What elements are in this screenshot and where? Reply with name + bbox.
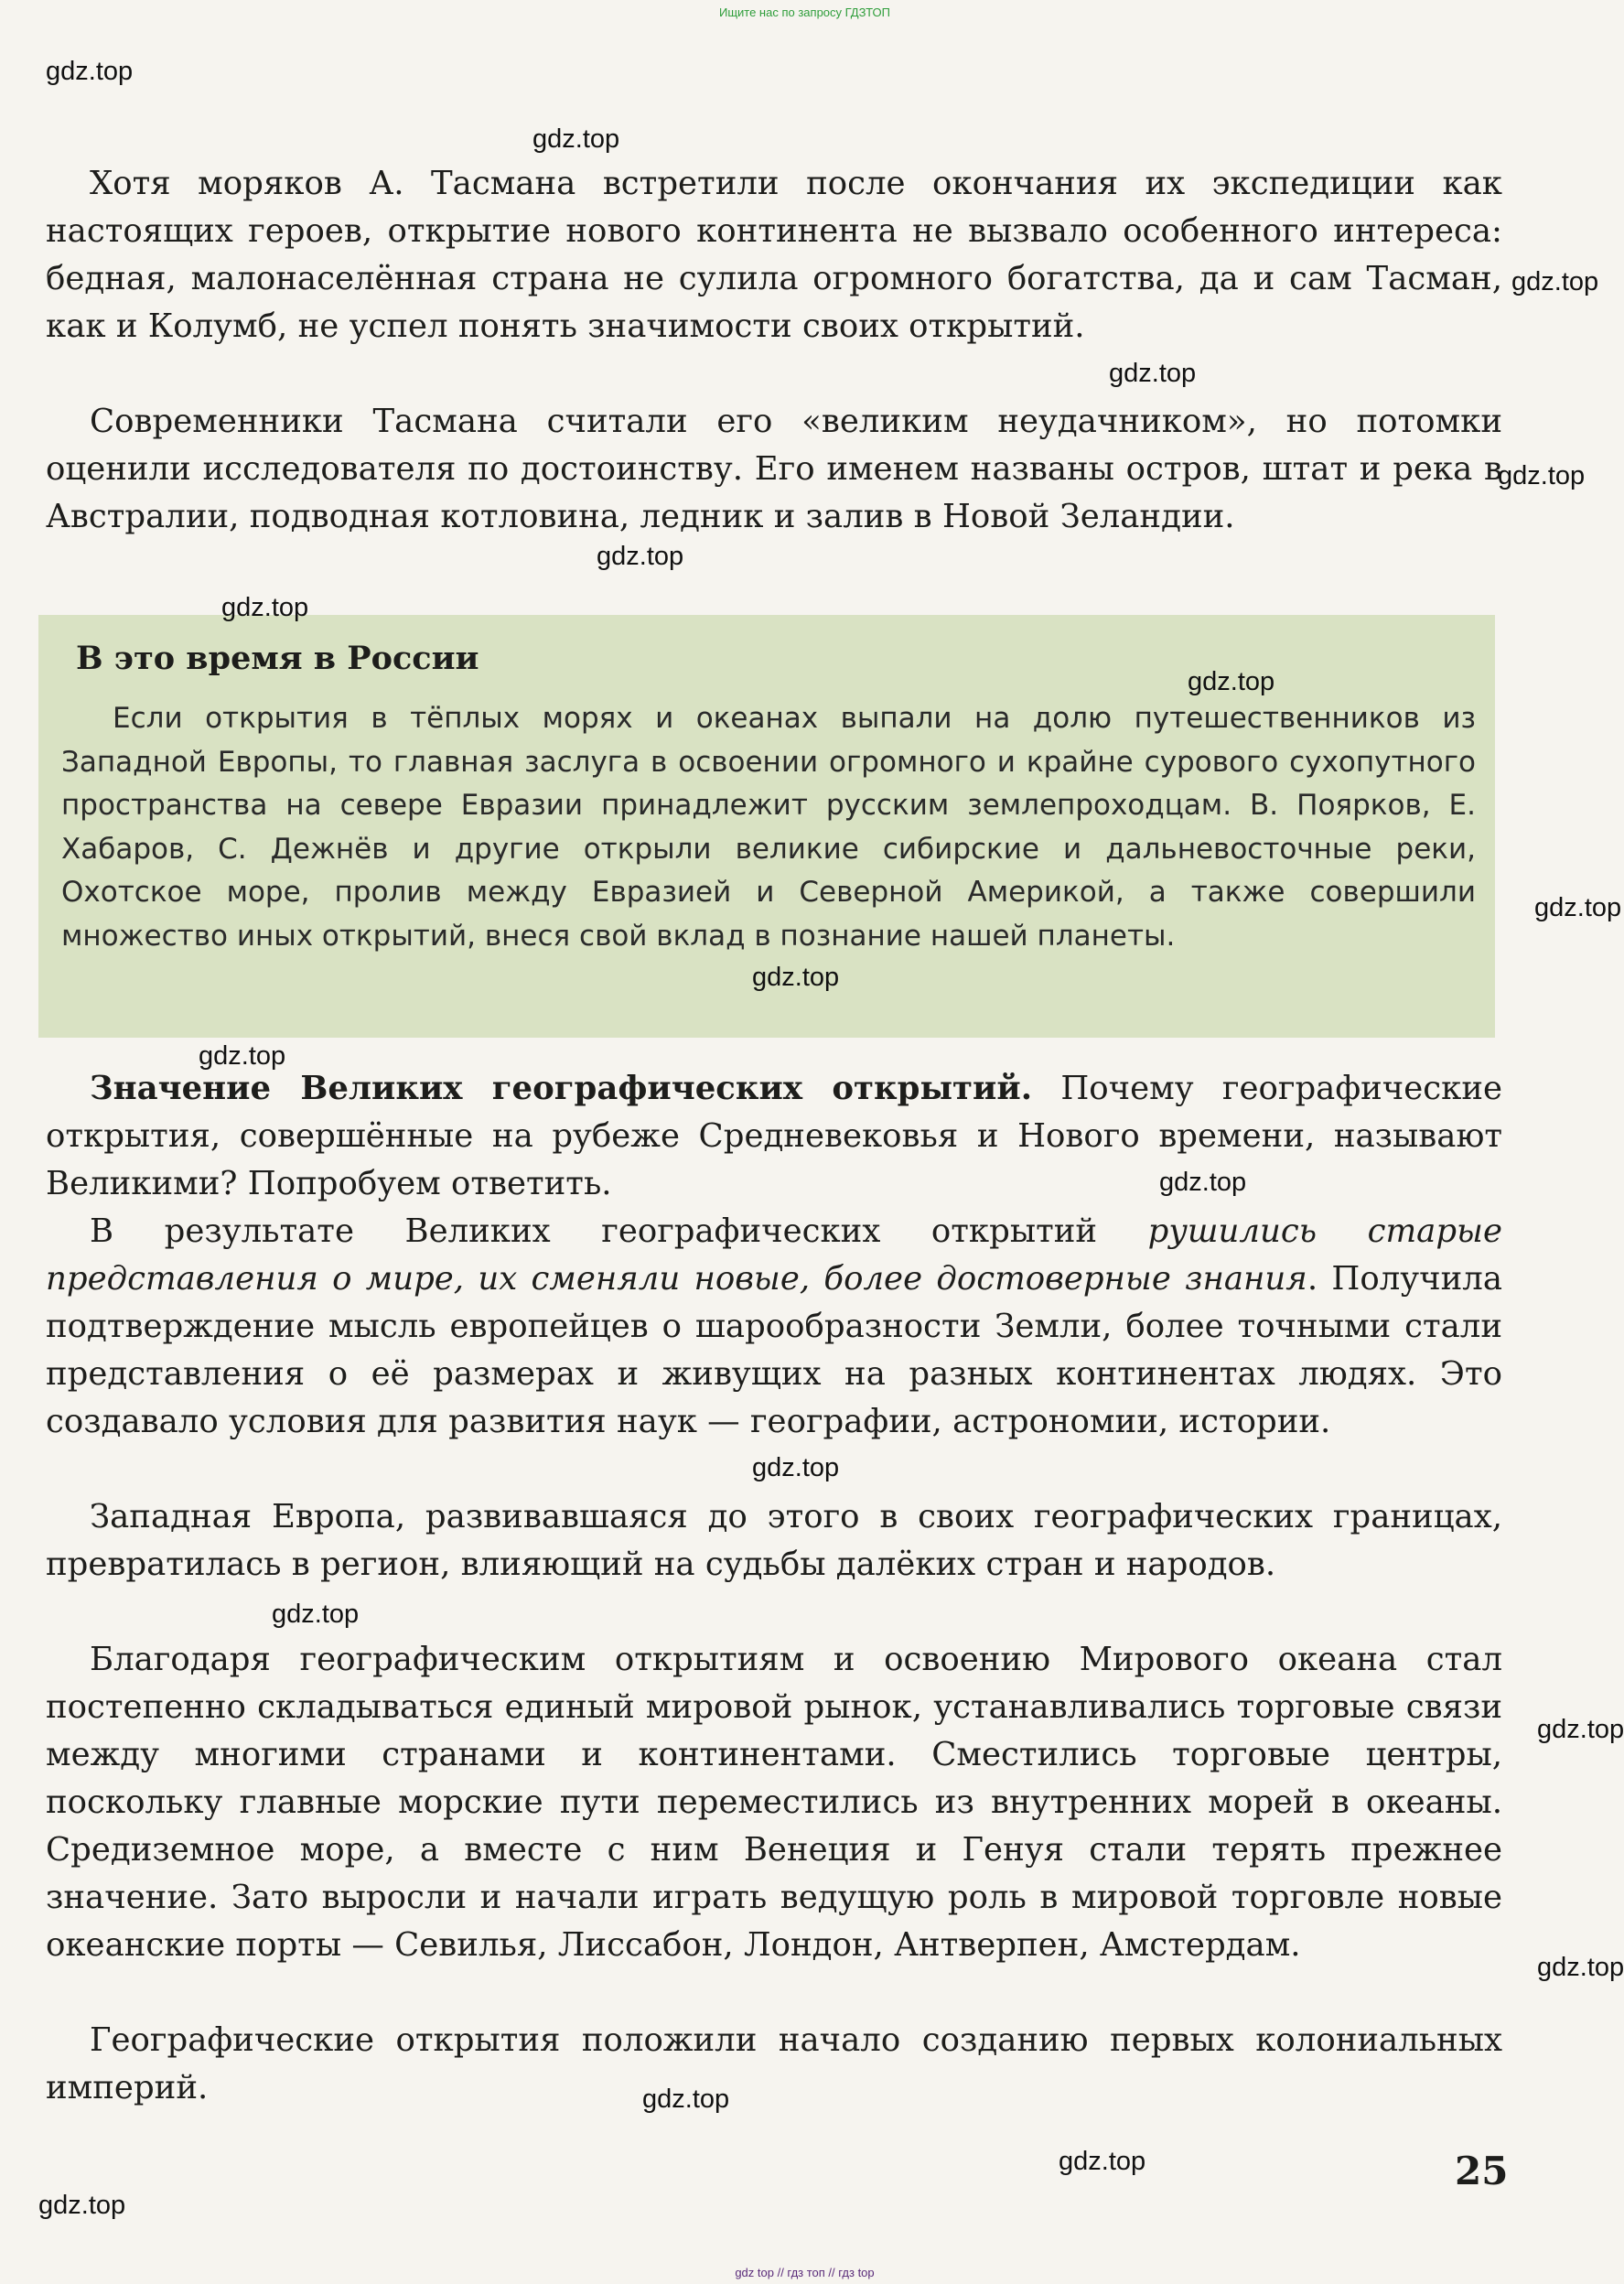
section-heading: Значение Великих географических открытий. bbox=[90, 1070, 1033, 1107]
paragraph-western-europe: Западная Европа, развивавшаяся до этого в своих географических границах, превратилась в регион, влияющий на судьбы далёких стран и народов. bbox=[46, 1498, 1502, 1583]
watermark: gdz.top bbox=[46, 57, 134, 86]
watermark: gdz.top bbox=[1159, 1168, 1247, 1197]
watermark: gdz.top bbox=[38, 2191, 126, 2220]
watermark: gdz.top bbox=[272, 1600, 360, 1629]
result-rest: . Получила подтверждение мысль европейцев о шарообразности Земли, более точными стали представления о её размерах и живущих на разных континентах людях. Это создавало условия для развития наук — географии, астрономии, истории. bbox=[46, 1260, 1502, 1440]
watermark: gdz.top bbox=[1537, 1953, 1624, 1982]
watermark: gdz.top bbox=[752, 1453, 840, 1482]
watermark: gdz.top bbox=[1511, 267, 1599, 296]
sidebar-text: Если открытия в тёплых морях и океанах выпали на долю путешественников из Западной Европы, то главная заслуга в освоении огромного и крайне сурового сухопутного пространства на севере Евразии принадлежит русским землепроходцам. В. Поярков, Е. Хабаров, С. Дежнёв и другие открыли великие сибирские и дальневосточные реки, Охотское море, пролив между Евразией и Северной Америкой, а также совершили множество иных открытий, внеся свой вклад в познание нашей планеты. bbox=[61, 702, 1476, 953]
result-emphasis: рушились старые представления о мире, их сменяли новые, более достоверные знания bbox=[46, 1212, 1502, 1298]
section-intro bbox=[46, 1065, 1502, 1208]
watermark: gdz.top bbox=[597, 542, 684, 571]
watermark: gdz.top bbox=[1188, 667, 1275, 696]
section-intro-text: Почему географические открытия, совершённые на рубеже Средневековья и Нового времени, называют Великими? Попробуем ответить. bbox=[46, 1070, 1502, 1202]
watermark: gdz.top bbox=[1498, 461, 1586, 490]
sidebar-title: В это время в России bbox=[76, 640, 479, 677]
paragraph-colonial-empires: Географические открытия положили начало созданию первых колониальных империй. bbox=[46, 2021, 1502, 2106]
page-number: 25 bbox=[1455, 2149, 1509, 2193]
watermark: gdz.top bbox=[642, 2085, 730, 2114]
watermark: gdz.top bbox=[532, 124, 620, 154]
watermark: gdz.top bbox=[1537, 1715, 1624, 1744]
paragraph-tasman-legacy: Современники Тасмана считали его «великим неудачником», но потомки оценили исследователя по достоинству. Его именем названы остров, штат и река в Австралии, подводная котловина, ледник и залив в Новой Зеландии. bbox=[46, 403, 1502, 535]
result-lead: В результате Великих географических открытий bbox=[90, 1212, 1148, 1250]
watermark: gdz.top bbox=[221, 593, 309, 622]
paragraph-tasman-heroes: Хотя моряков А. Тасмана встретили после окончания их экспедиции как настоящих героев, открытие нового континента не вызвало особенного интереса: бедная, малонаселённая страна не сулила огромного богатства, да и сам Тасман, как и Колумб, не успел понять значимости своих открытий. bbox=[46, 165, 1502, 345]
paragraph-result bbox=[46, 1208, 1502, 1446]
top-banner: Ищите нас по запросу ГДЗТОП bbox=[718, 5, 890, 19]
watermark: gdz.top bbox=[199, 1041, 286, 1071]
watermark: gdz.top bbox=[752, 963, 840, 992]
watermark: gdz.top bbox=[1109, 359, 1197, 388]
watermark: gdz.top bbox=[1534, 893, 1622, 922]
paragraph-world-market: Благодаря географическим открытиям и освоению Мирового океана стал постепенно складываться единый мировой рынок, устанавливались торговые связи между многими странами и континентами. Сместились торговые центры, поскольку главные морские пути переместились из внутренних морей в океаны. Средиземное море, а вместе с ним Венеция и Генуя стали терять прежнее значение. Зато выросли и начали играть ведущую роль в мировой торговле новые океанские порты — Севилья, Лиссабон, Лондон, Антверпен, Амстердам. bbox=[46, 1641, 1502, 1964]
bottom-banner: gdz top // гдз топ // гдз top bbox=[735, 2266, 875, 2279]
watermark: gdz.top bbox=[1059, 2147, 1146, 2176]
